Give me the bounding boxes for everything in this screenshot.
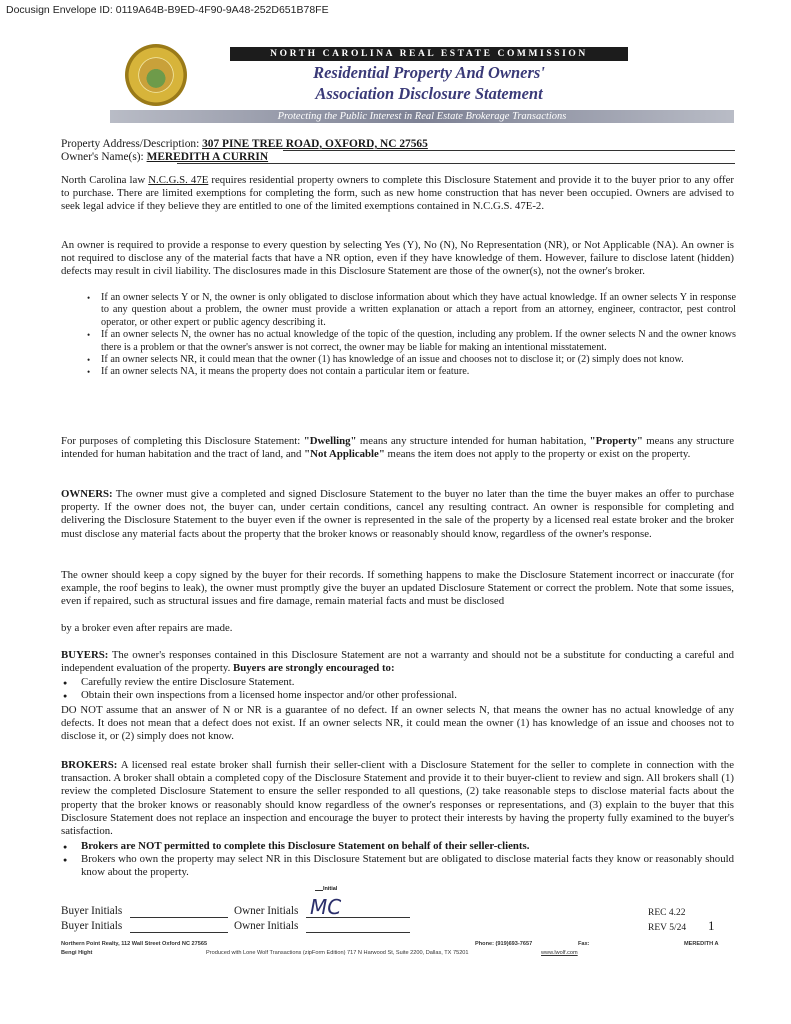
buyers-bullet-inspect: ● Obtain their own inspections from a licensed home inspector and/or other professional. xyxy=(61,689,734,702)
definitions-paragraph: For purposes of completing this Disclosure Statement: "Dwelling" means any structure intended for human habitation, "Property" means any structure intended for human habitation and the tract of land, and "Not Applicable" means the item does not apply to the property or exist on the property. xyxy=(61,435,734,461)
owner-initials-label-2: Owner Initials xyxy=(234,920,299,932)
initial-tag: Initial xyxy=(323,886,338,892)
owner-underline xyxy=(177,163,735,164)
brokers-section: BROKERS: A licensed real estate broker shall furnish their seller-client with a Disclosure Statement for the seller to complete in connection with the transaction. A broker shall obtain a completed copy of the Disclosure Statement and provide it to their buyer-client to review and sign. All brokers shall (1) review the completed Disclosure Statement to ensure the seller responded to all questions, (2) take reasonable steps to disclose material facts about the property that the broker knows or reasonably should know regardless of the owner's responses or representations, and (3) explain to the buyer that this Disclosure Statement does not replace an inspection and encourage the buyer to protect their interests by having the property fully examined to the buyer's satisfaction. xyxy=(61,759,734,838)
rev-code: REV 5/24 xyxy=(648,923,687,933)
initial-tag-line xyxy=(315,890,323,891)
keep-copy-tail: by a broker even after repairs are made. xyxy=(61,622,233,634)
buyers-section: BUYERS: The owner's responses contained in this Disclosure Statement are not a warranty and should not be a substitute for conducting a careful and independent evaluation of the property. Buyers are strongly encouraged to: xyxy=(61,649,734,675)
statute-reference: N.C.G.S. 47E xyxy=(148,174,209,186)
footer-agent: Bengi Hight xyxy=(61,950,93,956)
docusign-envelope-id: Docusign Envelope ID: 0119A64B-B9ED-4F90-9A48-252D651B78FE xyxy=(6,4,329,16)
footer-phone: Phone: (919)693-7657 xyxy=(475,941,533,947)
buyers-bullet-review: ● Carefully review the entire Disclosure Statement. xyxy=(61,676,734,689)
form-title-line1: Residential Property And Owners' xyxy=(313,63,545,82)
owner-initials-field-2[interactable] xyxy=(306,932,410,933)
intro-paragraph-2: An owner is required to provide a response to every question by selecting Yes (Y), No (N), No Representation (NR), or Not Applicable (NA). An owner is not required to disclose any of the material facts that have a NR option, even if they have knowledge of them. However, failure to disclose latent (hidden) defects may result in civil liability. The disclosures made in this Disclosure Statement are those of the owner(s), not the owner's broker. xyxy=(61,239,734,278)
footer-file-name: MEREDITH A xyxy=(684,941,719,947)
buyer-initials-label-2: Buyer Initials xyxy=(61,920,123,932)
commission-banner: NORTH CAROLINA REAL ESTATE COMMISSION xyxy=(230,47,628,61)
property-address-line xyxy=(61,138,734,150)
buyers-tail: DO NOT assume that an answer of N or NR is a guarantee of no defect. If an owner selects N, that means the owner has no actual knowledge of any defects. It does not mean that a defect does not exist. If an owner selects NR, it could mean the owner (1) has knowledge of an issue and chooses not to disclose it, or (2) simply does not know. xyxy=(61,704,734,743)
form-title-line2: Association Disclosure Statement xyxy=(315,84,543,103)
term-property: "Property" xyxy=(589,435,643,447)
owner-initials-label-1: Owner Initials xyxy=(234,905,299,917)
buyers-heading: BUYERS: xyxy=(61,649,109,661)
buyer-initials-field-1[interactable] xyxy=(130,917,228,918)
owner-name-line xyxy=(61,151,734,163)
tagline-banner: Protecting the Public Interest in Real Estate Brokerage Transactions xyxy=(110,110,734,123)
owner-selection-bullets xyxy=(81,292,736,379)
nc-seal-logo xyxy=(125,44,187,106)
page-number: 1 xyxy=(708,918,715,933)
footer-produced-with: Produced with Lone Wolf Transactions (zipForm Edition) 717 N Harwood St, Suite 2200, Dallas, TX 75201 xyxy=(206,950,469,956)
bullet-nr: • If an owner selects NR, it could mean that the owner (1) has knowledge of an issue and chooses not to disclose it; or (2) simply does not know. xyxy=(81,354,736,366)
buyers-bullets xyxy=(61,676,734,702)
footer-site-link[interactable]: www.lwolf.com xyxy=(541,950,578,956)
buyers-encouraged: Buyers are strongly encouraged to: xyxy=(233,662,395,675)
bullet-n: • If an owner selects N, the owner has no actual knowledge of the topic of the question, including any problem. If the owner selects N and the owner knows there is a problem or that the owner's answer is not correct, the owner may be liable for making an intentional misstatement. xyxy=(81,329,736,354)
rec-code: REC 4.22 xyxy=(648,908,686,918)
intro-paragraph-1: North Carolina law N.C.G.S. 47E requires residential property owners to complete this Disclosure Statement and provide it to the buyer prior to any offer to purchase. There are limited exemptions for completing the form, such as new home construction that has never been occupied. Owners are advised to seek legal advice if they believe they are entitled to one of the limited exemptions contained in N.C.G.S. 47E-2. xyxy=(61,174,734,213)
term-not-applicable: "Not Applicable" xyxy=(304,448,385,461)
brokers-bullets xyxy=(61,840,734,880)
brokers-bullet-own-property: ● Brokers who own the property may select NR in this Disclosure Statement but are obligated to disclose material facts they know or reasonably should know about the property. xyxy=(61,853,734,879)
brokers-heading: BROKERS: xyxy=(61,759,118,771)
owner-name-label: Owner's Name(s): xyxy=(61,151,144,163)
footer-fax: Fax: xyxy=(578,941,590,947)
keep-copy-paragraph: The owner should keep a copy signed by the buyer for their records. If something happens to make the Disclosure Statement incorrect or inaccurate (for example, the roof begins to leak), the owner must promptly give the buyer an updated Disclosure Statement or correct the problem. Note that some issues, even if repaired, such as structural issues and fire damage, remain material facts and must be disclosed xyxy=(61,569,734,608)
bullet-na: • If an owner selects NA, it means the property does not contain a particular item or feature. xyxy=(81,366,736,378)
buyer-initials-field-2[interactable] xyxy=(130,932,228,933)
owner-initials-signature: MC xyxy=(310,895,342,919)
buyer-initials-label-1: Buyer Initials xyxy=(61,905,123,917)
bullet-y-or-n: • If an owner selects Y or N, the owner is only obligated to disclose information about which they have actual knowledge. If an owner selects Y in response to any question about a problem, the owner must provide a written explanation or attach a report from an attorney, engineer, contractor, pest control operator, or other expert or public agency describing it. xyxy=(81,292,736,329)
term-dwelling: "Dwelling" xyxy=(303,435,357,447)
property-address-label: Property Address/Description: xyxy=(61,138,200,150)
owners-section: OWNERS: The owner must give a completed and signed Disclosure Statement to the buyer no later than the time the buyer makes an offer to purchase property. If the owner does not, the buyer can, under certain conditions, cancel any resulting contract. An owner is responsible for completing and delivering the Disclosure Statement to the buyer even if the owner is represented in the sale of the property by a licensed real estate broker and the broker must disclose any material facts about the property that the broker knows or reasonably should know, regardless of the owner's response. xyxy=(61,488,734,540)
footer-brokerage: Northern Point Realty, 112 Wall Street Oxford NC 27565 xyxy=(61,941,208,947)
brokers-bullet-not-permitted: ● Brokers are NOT permitted to complete this Disclosure Statement on behalf of their seller-clients. xyxy=(61,840,734,853)
owner-name-value[interactable]: MEREDITH A CURRIN xyxy=(146,151,269,163)
property-address-value[interactable]: 307 PINE TREE ROAD, OXFORD, NC 27565 xyxy=(202,138,428,150)
owners-heading: OWNERS: xyxy=(61,488,113,500)
